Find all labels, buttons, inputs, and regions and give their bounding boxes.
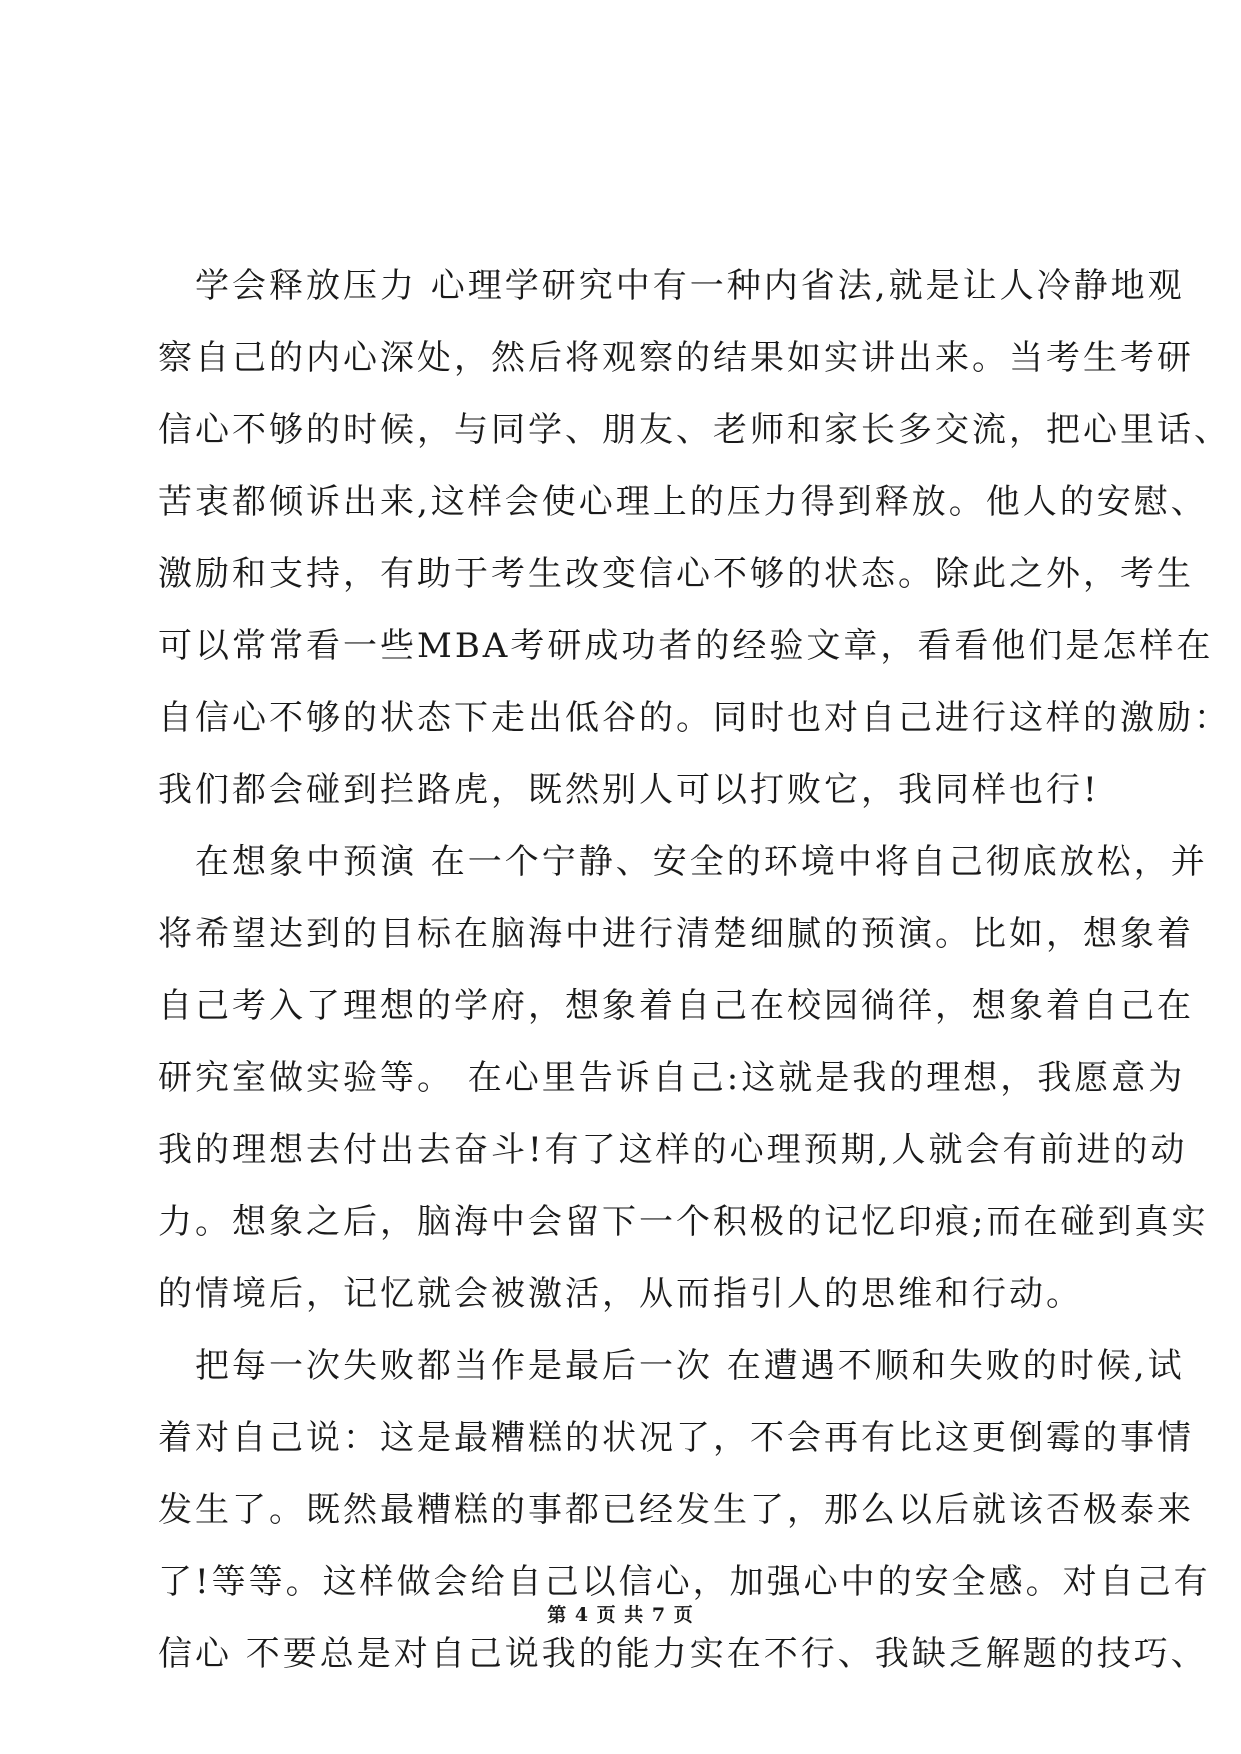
text-line: 我的理想去付出去奋斗!有了这样的心理预期,人就会有前进的动	[158, 1130, 1188, 1170]
text-line: 自信心不够的状态下走出低谷的。同时也对自己进行这样的激励：	[158, 698, 1231, 738]
text-line: 在想象中预演 在一个宁静、安全的环境中将自己彻底放松，并	[158, 842, 1208, 882]
text-line: 自己考入了理想的学府，想象着自己在校园徜徉，想象着自己在	[158, 986, 1194, 1026]
text-line: 苦衷都倾诉出来,这样会使心理上的压力得到释放。他人的安慰、	[158, 482, 1208, 522]
page-footer: 第 4 页 共 7 页	[547, 1604, 694, 1626]
text-line: 力。想象之后，脑海中会留下一个积极的记忆印痕;而在碰到真实	[158, 1202, 1209, 1242]
text-line: 着对自己说：这是最糟糕的状况了，不会再有比这更倒霉的事情	[158, 1418, 1194, 1458]
text-line: 激励和支持，有助于考生改变信心不够的状态。除此之外，考生	[158, 554, 1194, 594]
text-line: 察自己的内心深处，然后将观察的结果如实讲出来。当考生考研	[158, 338, 1194, 378]
text-line: 发生了。既然最糟糕的事都已经发生了，那么以后就该否极泰来	[158, 1490, 1194, 1530]
text-line: 的情境后，记忆就会被激活，从而指引人的思维和行动。	[158, 1274, 1083, 1314]
text-line: 了!等等。这样做会给自己以信心，加强心中的安全感。对自己有	[158, 1562, 1211, 1602]
text-line: 我们都会碰到拦路虎，既然别人可以打败它，我同样也行!	[158, 770, 1100, 810]
text-line: 研究室做实验等。 在心里告诉自己:这就是我的理想，我愿意为	[158, 1058, 1186, 1098]
text-line: 学会释放压力 心理学研究中有一种内省法,就是让人冷静地观	[158, 266, 1185, 306]
text-line: 可以常常看一些MBA考研成功者的经验文章，看看他们是怎样在	[158, 626, 1214, 666]
text-line: 信心不够的时候，与同学、朋友、老师和家长多交流，把心里话、	[158, 410, 1231, 450]
text-line: 信心 不要总是对自己说我的能力实在不行、我缺乏解题的技巧、	[158, 1634, 1208, 1674]
text-line: 把每一次失败都当作是最后一次 在遭遇不顺和失败的时候,试	[158, 1346, 1185, 1386]
text-line: 将希望达到的目标在脑海中进行清楚细腻的预演。比如，想象着	[158, 914, 1194, 954]
body-text	[158, 250, 1231, 1690]
